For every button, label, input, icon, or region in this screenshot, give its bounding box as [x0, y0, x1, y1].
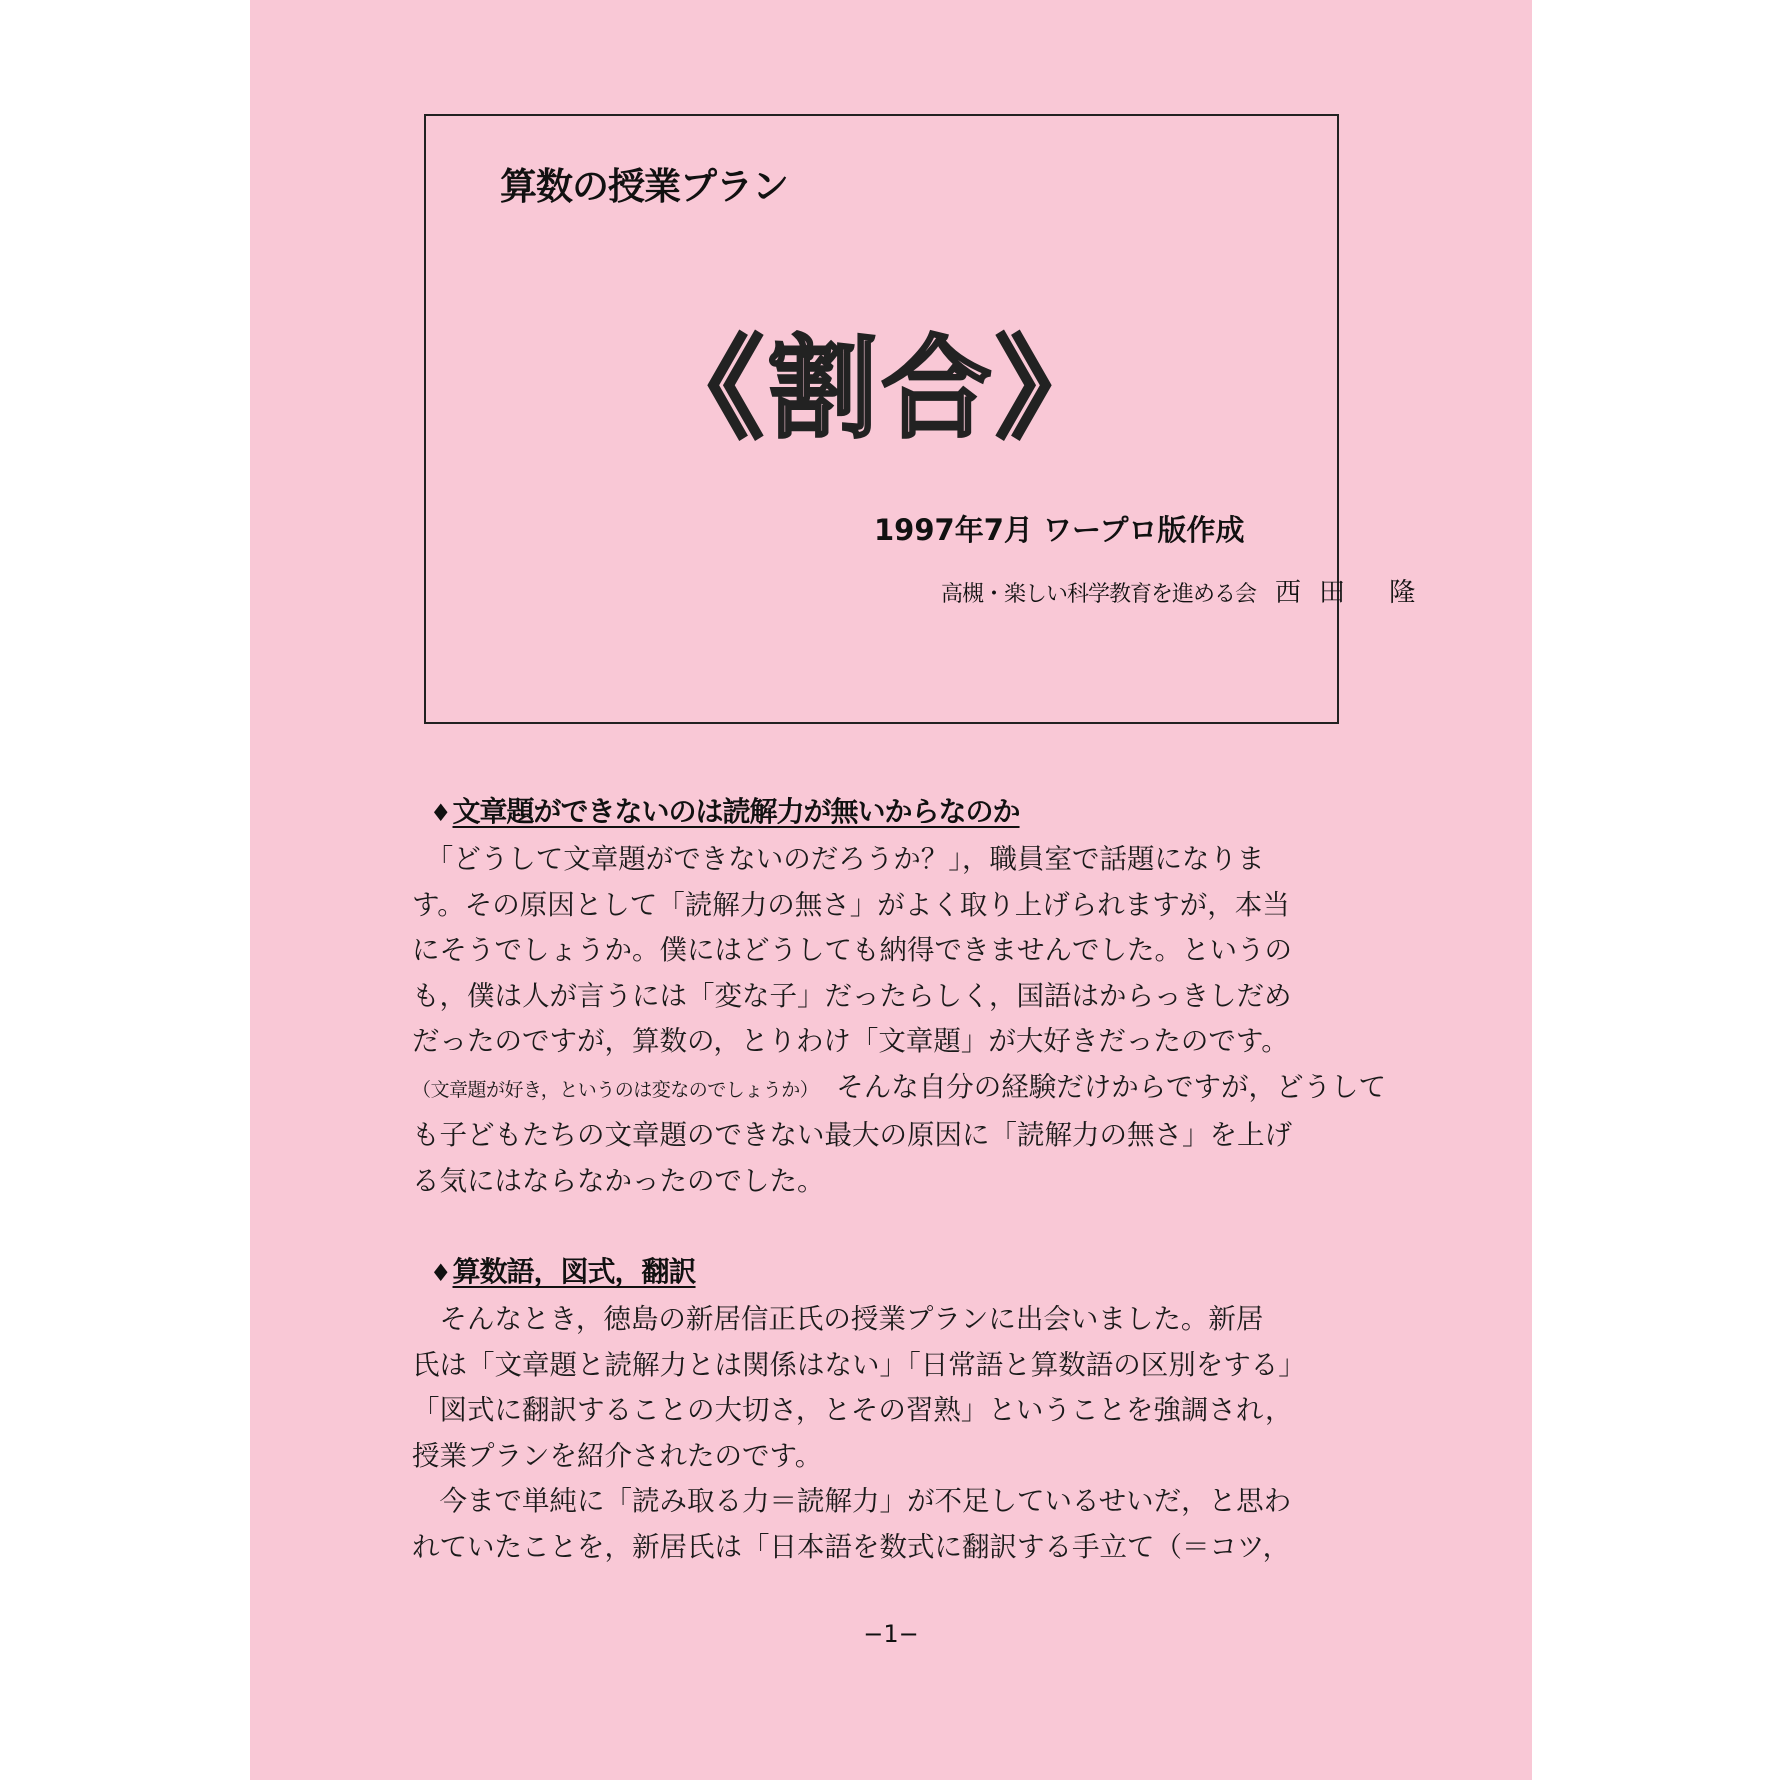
text-line: る気にはならなかったのでした。 — [412, 1164, 825, 1197]
text-line: そんなとき，徳島の新居信正氏の授業プランに出会いました。新居 — [412, 1303, 1264, 1335]
section2-paragraph — [412, 1297, 1372, 1570]
text-line: 「図式に翻訳することの大切さ，とその習熟」ということを強調され， — [412, 1394, 1293, 1426]
section1-heading-text: 文章題ができないのは読解力が無いからなのか — [452, 795, 1020, 828]
section2-heading-text: 算数語，図式，翻訳 — [452, 1255, 696, 1288]
aside-tail-text: そんな自分の経験だけからですが，どうして — [808, 1070, 1386, 1103]
author-line — [941, 572, 1433, 609]
main-title: 《割合》 — [653, 325, 1110, 453]
text-line: 「どうして文章題ができないのだろうか？」，職員室で話題になりま — [412, 843, 1265, 875]
section1-paragraph — [412, 837, 1386, 1204]
section2-heading — [430, 1250, 696, 1290]
text-line: も，僕は人が言うには「変な子」だったらしく，国語はからっきしだめ — [412, 979, 1292, 1012]
text-line-with-aside — [412, 1065, 1386, 1114]
author-name: 西田 隆 — [1275, 578, 1434, 608]
text-line: す。その原因として「読解力の無さ」がよく取り上げられますが，本当 — [412, 888, 1290, 921]
document-page — [250, 0, 1532, 1780]
aside-text: （文章題が好き，というのは変なのでしょうか） — [412, 1078, 809, 1101]
section1-heading — [430, 790, 1020, 830]
date-line: 1997年7月 ワープロ版作成 — [874, 513, 1245, 547]
text-line: にそうでしょうか。僕にはどうしても納得できませんでした。というの — [412, 934, 1292, 966]
title-box — [424, 114, 1434, 724]
organization: 高槻・楽しい科学教育を進める会 — [941, 582, 1257, 607]
series-title: 算数の授業プラン — [500, 165, 788, 208]
text-line: 氏は「文章題と読解力とは関係はない」「日常語と算数語の区別をする」 — [412, 1348, 1306, 1381]
text-line: 授業プランを紹介されたのです。 — [412, 1439, 823, 1472]
text-line: だったのですが，算数の，とりわけ「文章題」が大好きだったのです。 — [412, 1025, 1289, 1057]
diamond-bullet-icon: ♦ — [430, 1259, 451, 1287]
text-line: も子どもたちの文章題のできない最大の原因に「読解力の無さ」を上げ — [412, 1119, 1292, 1151]
text-line: れていたことを，新居氏は「日本語を数式に翻訳する手立て（＝コツ， — [412, 1530, 1291, 1563]
page-number: −1− — [863, 1620, 919, 1648]
text-line: 今まで単純に「読み取る力＝読解力」が不足しているせいだ，と思わ — [412, 1485, 1292, 1517]
diamond-bullet-icon: ♦ — [430, 799, 451, 827]
